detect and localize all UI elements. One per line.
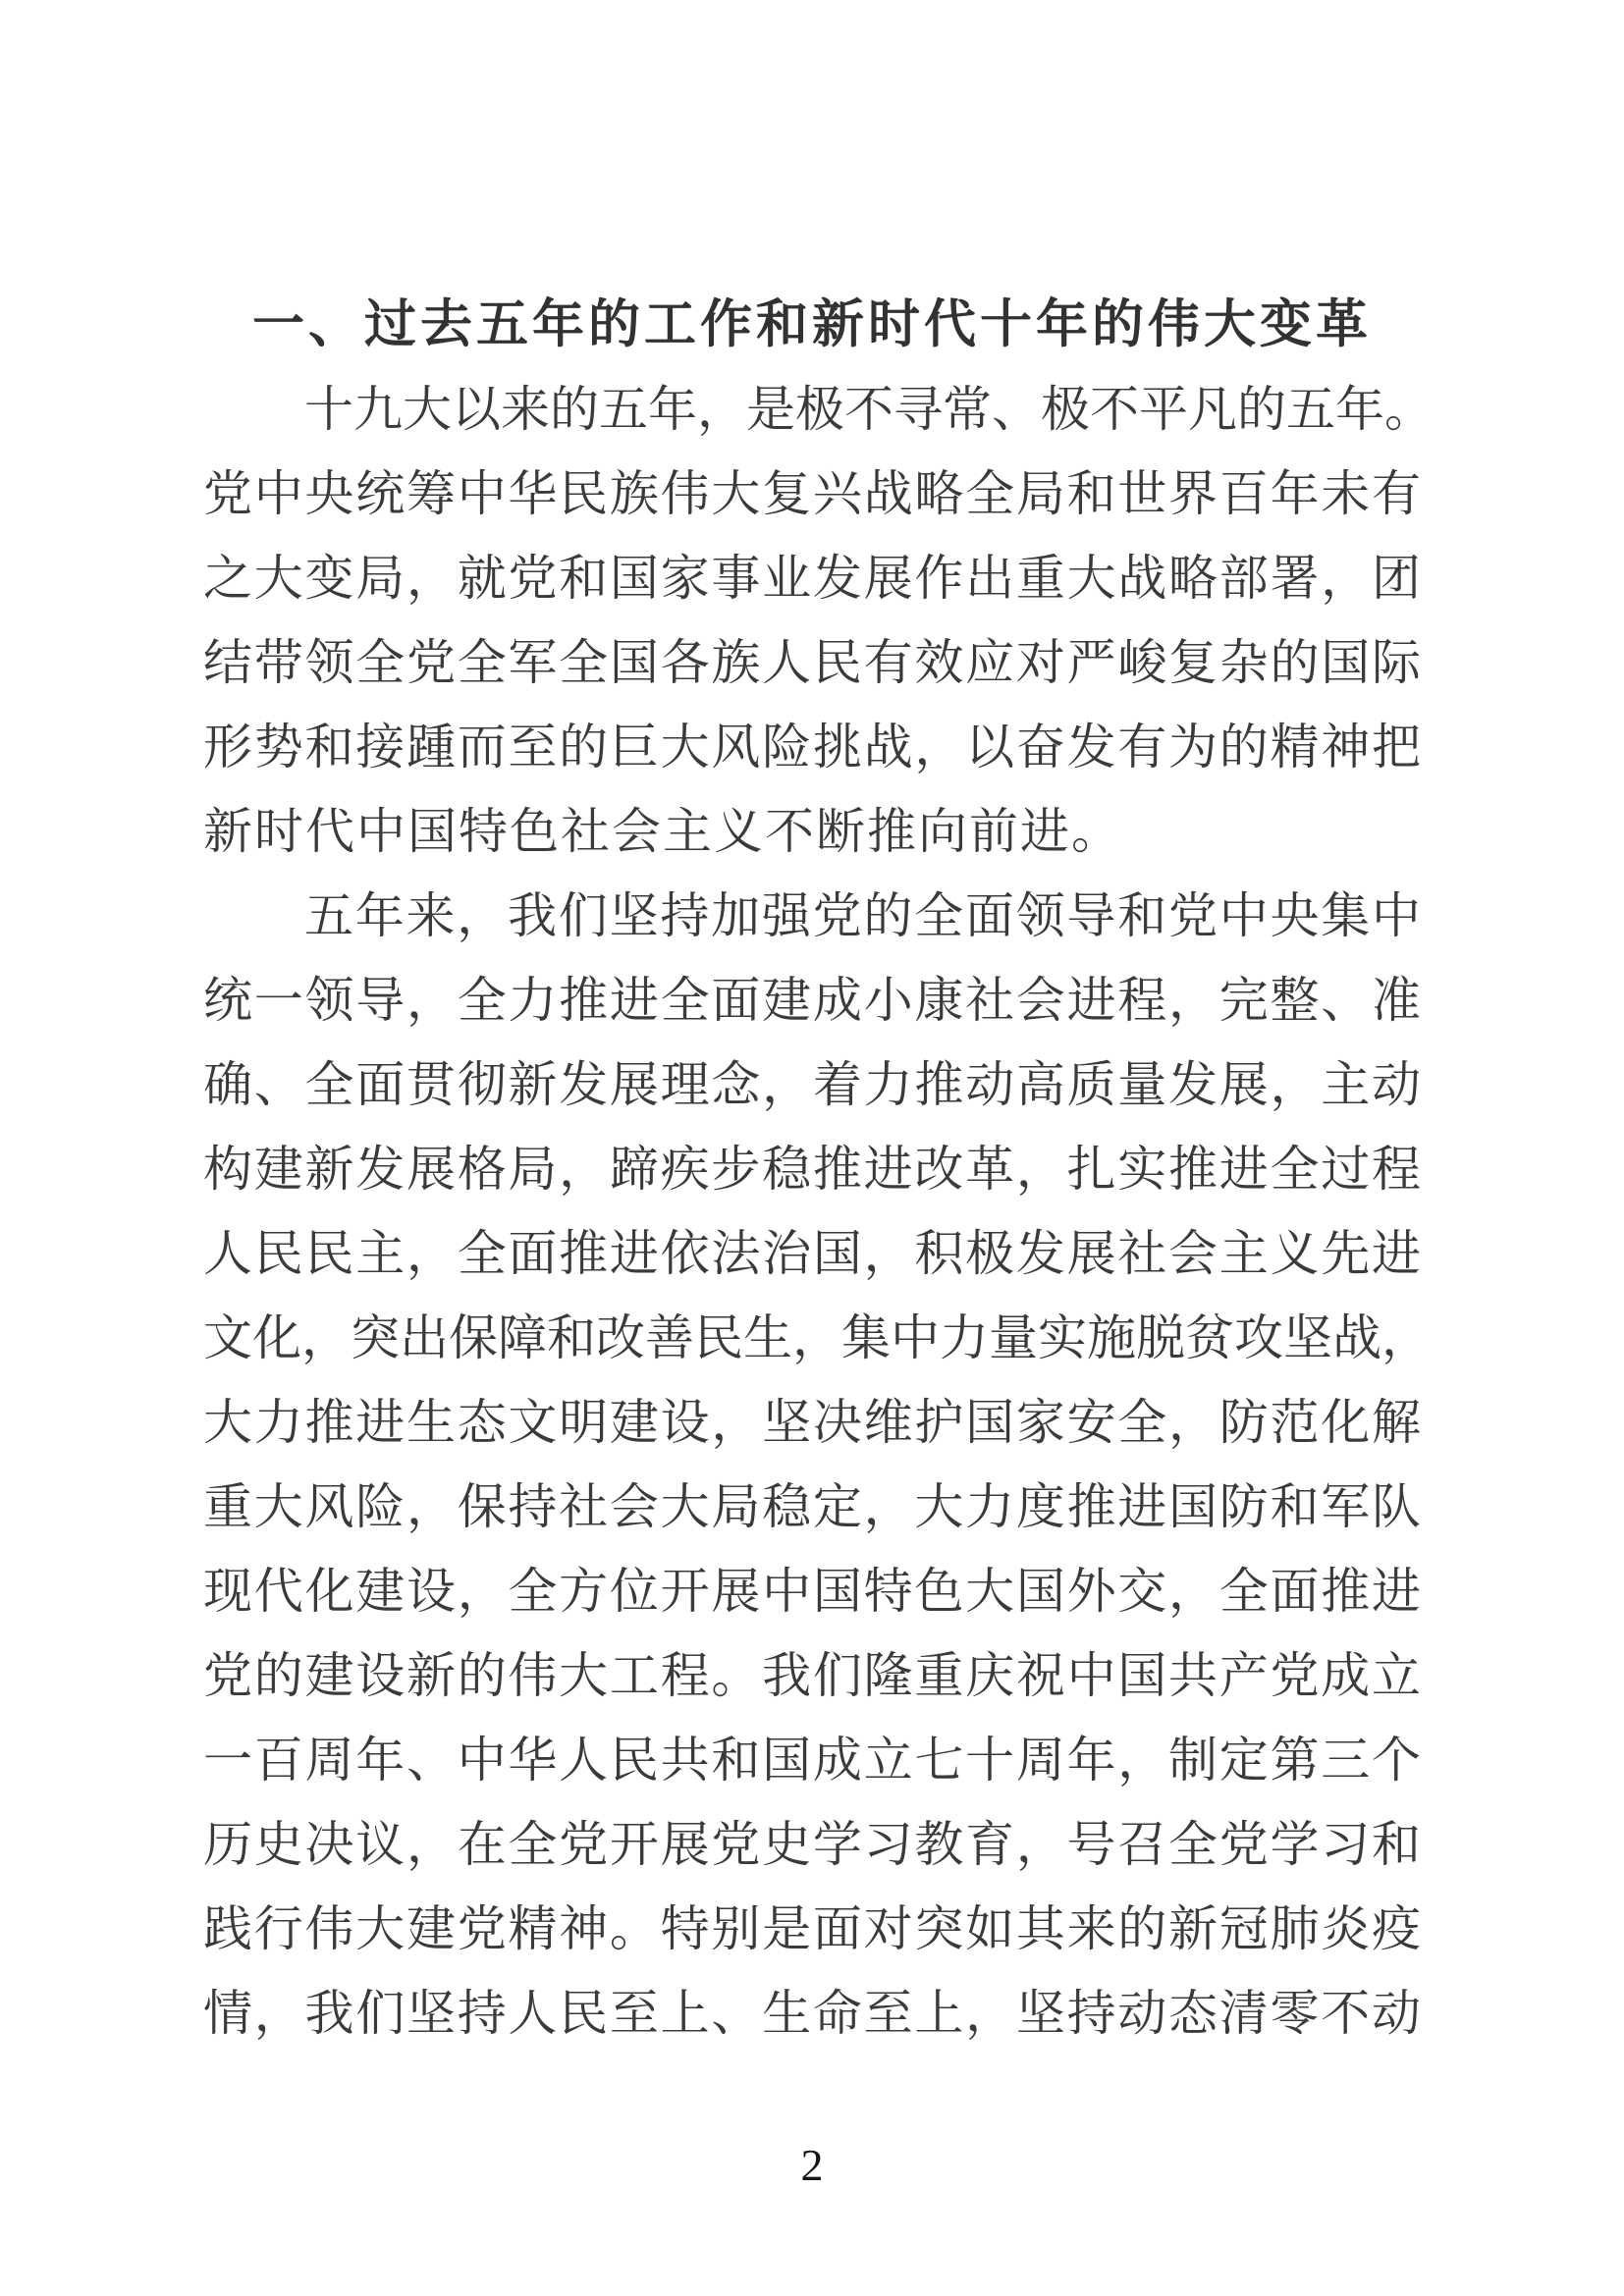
text-line: 大力推进生态文明建设，坚决维护国家安全，防范化解 <box>203 1395 1421 1450</box>
text-line: 历史决议，在全党开展党史学习教育，号召全党学习和 <box>203 1817 1421 1872</box>
text-line: 一百周年、中华人民共和国成立七十周年，制定第三个 <box>203 1733 1421 1788</box>
page-footer <box>0 2136 1624 2195</box>
text-line: 党中央统筹中华民族伟大复兴战略全局和世界百年未有 <box>203 466 1421 521</box>
text-line: 现代化建设，全方位开展中国特色大国外交，全面推进 <box>203 1564 1421 1619</box>
text-line: 情，我们坚持人民至上、生命至上，坚持动态清零不动 <box>203 1986 1421 2041</box>
text-line: 构建新发展格局，蹄疾步稳推进改革，扎实推进全过程 <box>203 1142 1421 1197</box>
text-line: 五年来，我们坚持加强党的全面领导和党中央集中 <box>304 888 1421 943</box>
text-line: 结带领全党全军全国各族人民有效应对严峻复杂的国际 <box>203 635 1421 690</box>
text-line: 文化，突出保障和改善民生，集中力量实施脱贫攻坚战， <box>203 1310 1431 1365</box>
text-line: 形势和接踵而至的巨大风险挑战，以奋发有为的精神把 <box>203 720 1421 774</box>
text-line: 确、全面贯彻新发展理念，着力推动高质量发展，主动 <box>203 1057 1421 1112</box>
text-line: 新时代中国特色社会主义不断推向前进。 <box>203 804 1122 859</box>
section-heading: 一、过去五年的工作和新时代十年的伟大变革 <box>252 294 1372 354</box>
text-line: 践行伟大建党精神。特别是面对突如其来的新冠肺炎疫 <box>203 1901 1421 1956</box>
text-line: 人民民主，全面推进依法治国，积极发展社会主义先进 <box>203 1226 1421 1281</box>
text-line: 统一领导，全力推进全面建成小康社会进程，完整、准 <box>203 973 1421 1028</box>
text-line: 重大风险，保持社会大局稳定，大力度推进国防和军队 <box>203 1479 1421 1534</box>
text-line: 党的建设新的伟大工程。我们隆重庆祝中国共产党成立 <box>203 1648 1421 1703</box>
page-number: 2 <box>800 2140 824 2190</box>
body-text <box>203 367 1434 2056</box>
text-line: 之大变局，就党和国家事业发展作出重大战略部署，团 <box>203 551 1421 606</box>
text-line: 十九大以来的五年，是极不寻常、极不平凡的五年。 <box>304 382 1434 437</box>
